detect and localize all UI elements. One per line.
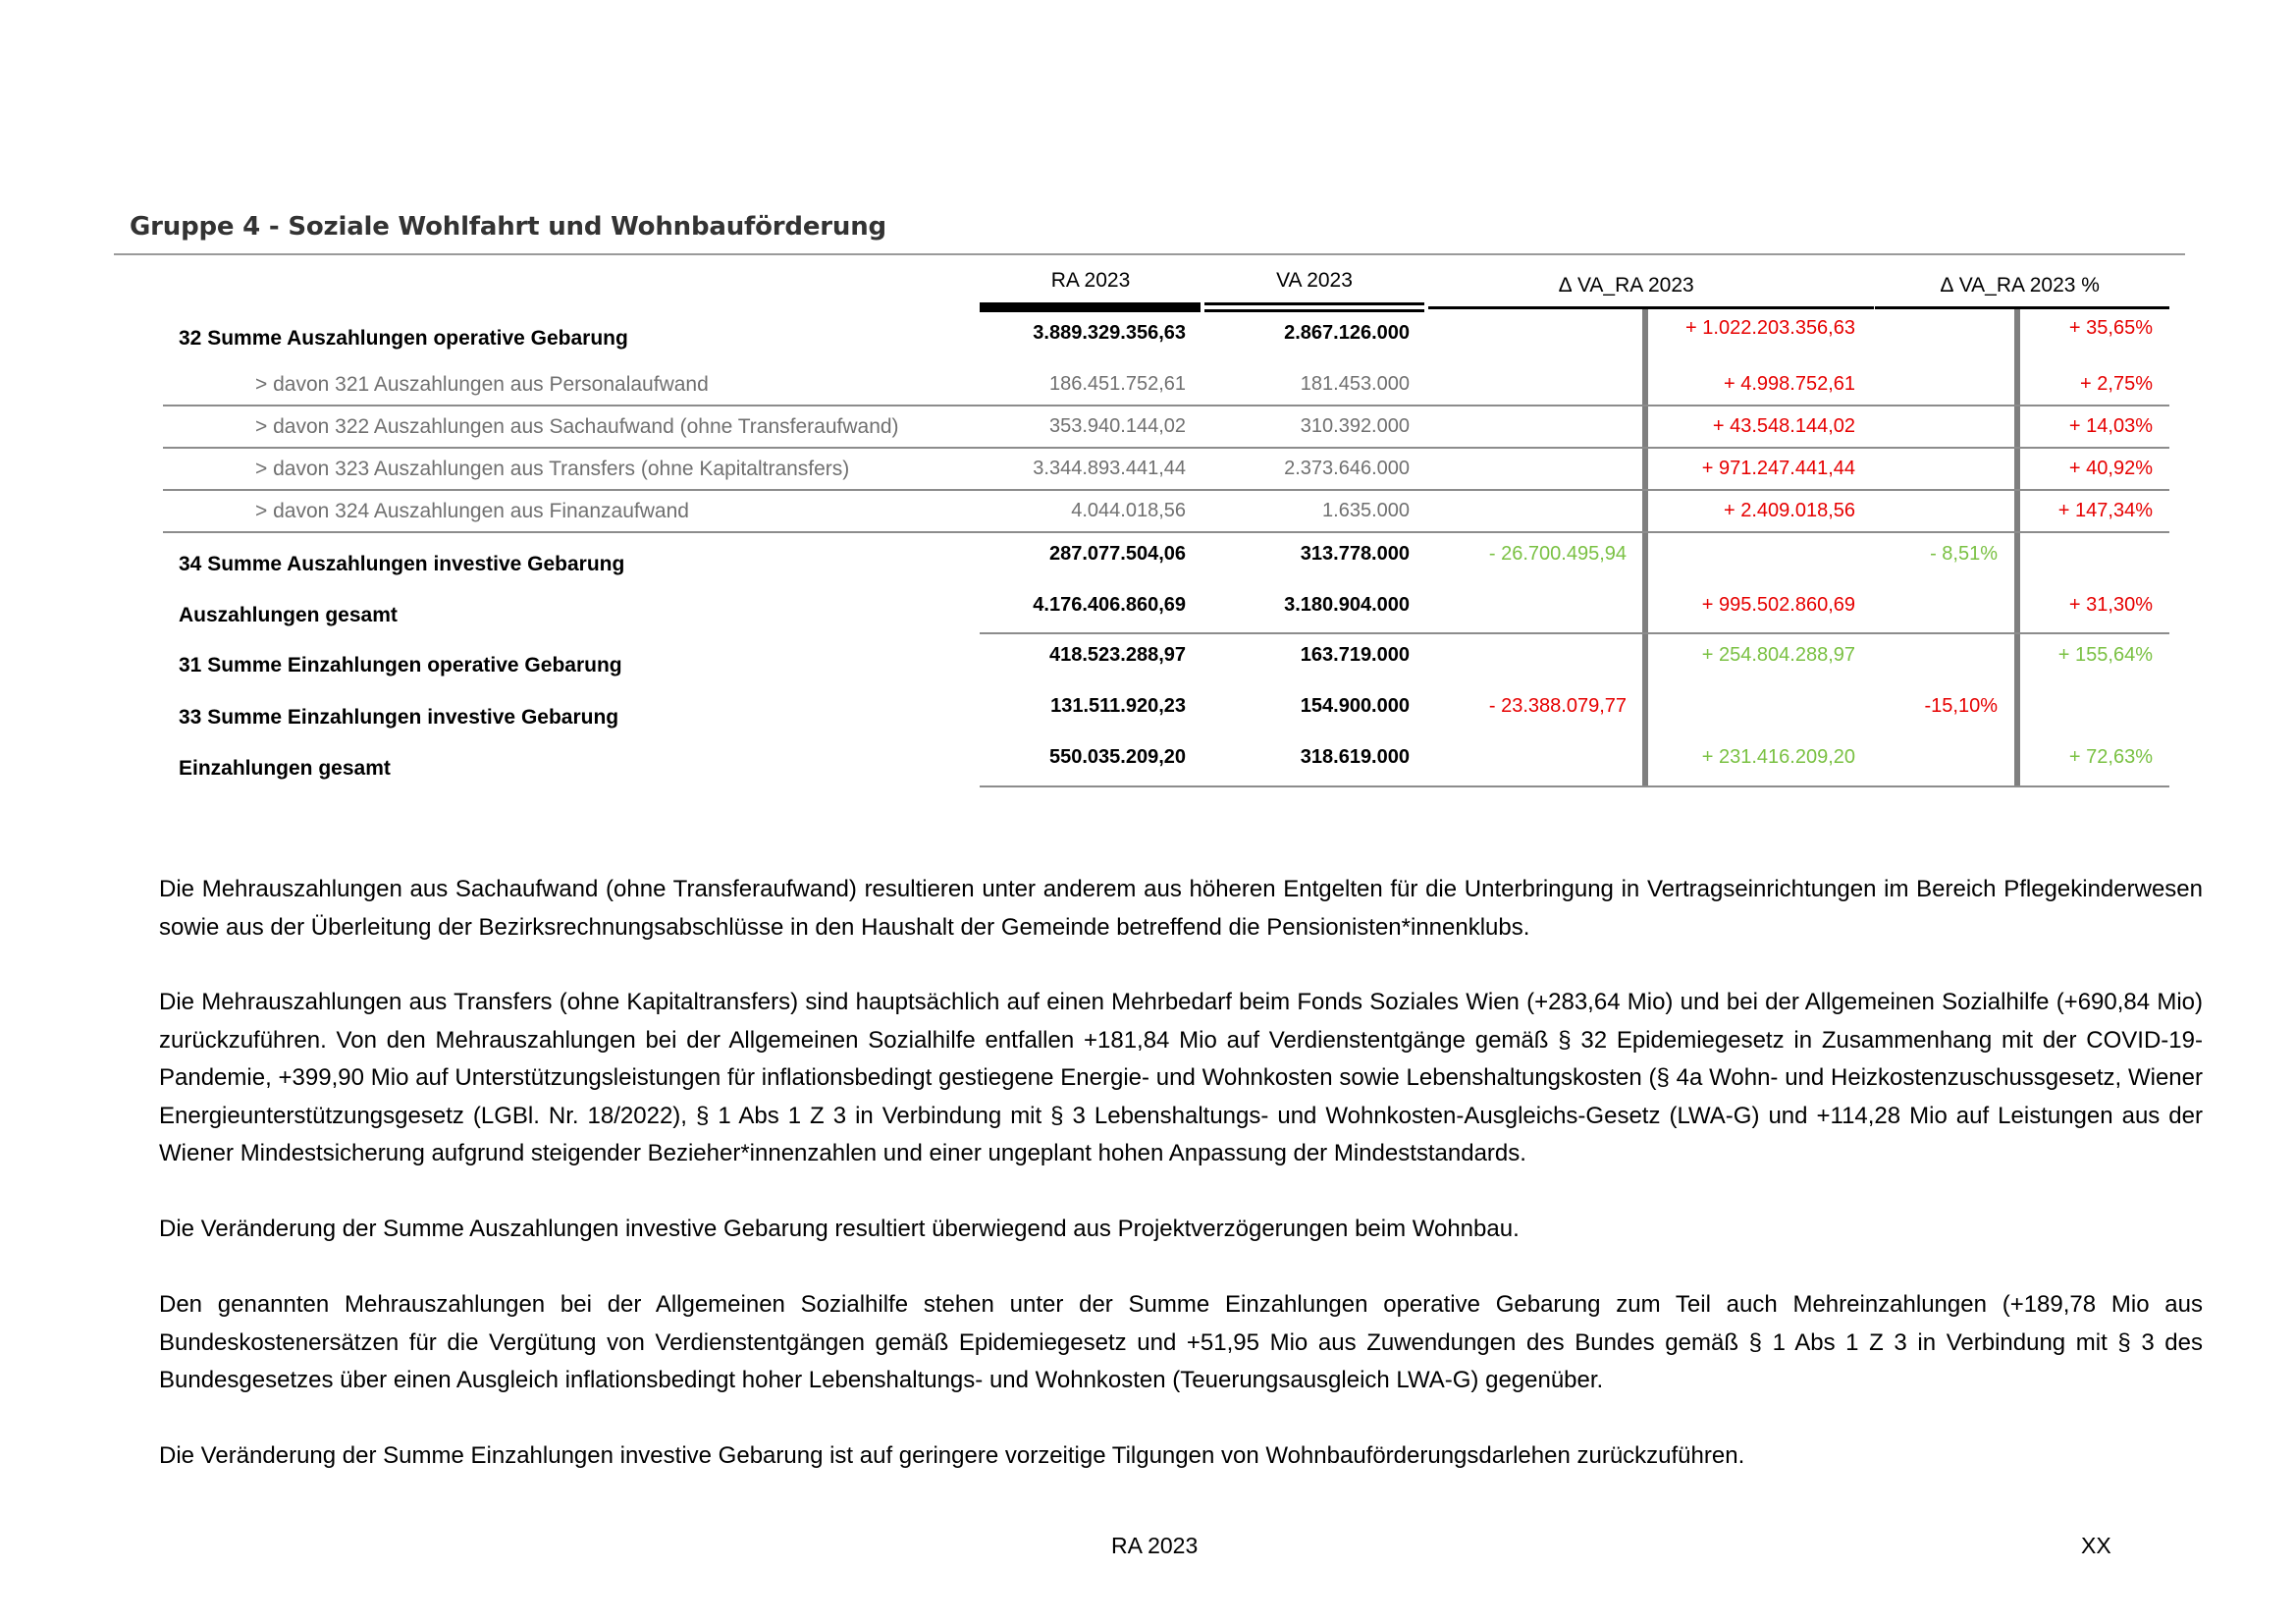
cell-delta-pct-increase: + 2,75%	[2080, 373, 2153, 395]
cell-delta-decrease: - 23.388.079,77	[1488, 695, 1627, 717]
cell-delta-pct-increase: + 147,34%	[2057, 500, 2153, 521]
cell-delta-increase: + 43.548.144,02	[1712, 415, 1855, 437]
cell-delta-pct-decrease: - 8,51%	[1930, 543, 1998, 565]
cell-delta-pct-increase: + 31,30%	[2068, 594, 2153, 616]
paragraph-investive-auszahlungen: Die Veränderung der Summe Auszahlungen investive Gebarung resultiert überwiegend aus Projektverzögerungen beim Wohnbau.	[159, 1216, 1520, 1242]
title-rule	[114, 253, 2185, 255]
cell-va: 313.778.000	[1300, 543, 1410, 565]
cell-ra: 131.511.920,23	[1050, 695, 1186, 717]
cell-va: 318.619.000	[1300, 746, 1410, 768]
row-sep-5	[980, 632, 2169, 634]
row-sep-4	[163, 531, 2169, 533]
row-sep-1	[163, 405, 2169, 406]
row-sep-3	[163, 489, 2169, 491]
footer-center: RA 2023	[1111, 1533, 1199, 1558]
row-label: > davon 321 Auszahlungen aus Personalaufwand	[255, 373, 709, 396]
cell-ra: 3.344.893.441,44	[1033, 458, 1186, 479]
row-label: Einzahlungen gesamt	[179, 757, 391, 780]
paragraph-sachaufwand: Die Mehrauszahlungen aus Sachaufwand (ohne Transferaufwand) resultieren unter anderem aus höheren Entgelten für die Unterbringung in Vertragseinrichtungen im Bereich Pflegekinderwesen sowie aus der Überleitung der Bezirksrechnungsabschlüsse in den Haushalt der Gemeinde betreffend die Pensionisten*innenklubs.	[159, 876, 2203, 941]
col-header-ra: RA 2023	[1050, 269, 1131, 292]
cell-va: 154.900.000	[1300, 695, 1410, 717]
row-label: > davon 323 Auszahlungen aus Transfers (ohne Kapitaltransfers)	[255, 458, 850, 480]
row-label: > davon 322 Auszahlungen aus Sachaufwand (ohne Transferaufwand)	[255, 415, 899, 438]
cell-delta-increase: + 254.804.288,97	[1701, 644, 1855, 666]
va-header-rule-bottom	[1204, 309, 1424, 312]
paragraph-transfers: Die Mehrauszahlungen aus Transfers (ohne Kapitaltransfers) sind hauptsächlich auf einen Mehrbedarf beim Fonds Soziales Wien (+283,64 Mio) und bei der Allgemeinen Sozialhilfe (+690,84 Mio) zurückzuführen. Von den Mehrauszahlungen bei der Allgemeinen Sozialhilfe entfallen +181,84 Mio auf Verdienstentgänge gemäß § 32 Epidemiegesetz in Zusammenhang mit der COVID-19-Pandemie, +399,90 Mio auf Unterstützungsleistungen für inflationsbedingt gestiegene Energie- und Wohnkosten sowie Lebenshaltungskosten (§ 4a Wohn- und Heizkostenzuschussgesetz, Wiener Energieunterstützungsgesetz (LGBl. Nr. 18/2022), § 1 Abs 1 Z 3 in Verbindung mit § 3 Lebenshaltungs- und Wohnkosten-Ausgleichs-Gesetz (LWA-G) und +114,28 Mio auf Leistungen aus der Wiener Mindestsicherung aufgrund steigender Bezieher*innenzahlen und einer ungeplant hohen Anpassung der Mindeststandards.	[159, 989, 2203, 1166]
cell-delta-pct-increase: + 155,64%	[2057, 644, 2153, 666]
row-label: > davon 324 Auszahlungen aus Finanzaufwand	[255, 500, 689, 522]
ra-header-rule	[980, 302, 1201, 312]
cell-va: 181.453.000	[1300, 373, 1410, 395]
cell-delta-pct-increase: + 72,63%	[2068, 746, 2153, 768]
delta-header-rule	[1428, 306, 1874, 309]
row-label: 34 Summe Auszahlungen investive Gebarung	[179, 553, 625, 575]
paragraph-einzahlungen-operativ: Den genannten Mehrauszahlungen bei der Allgemeinen Sozialhilfe stehen unter der Summe Einzahlungen operative Gebarung zum Teil auch Mehreinzahlungen (+189,78 Mio aus Bundeskostenersätzen für die Vergütung von Verdienstentgängen gemäß Epidemiegesetz und +51,95 Mio aus Zuwendungen des Bundes gemäß § 1 Abs 1 Z 3 in Verbindung mit § 3 des Bundesgesetzes über einen Ausgleich inflationsbedingt hoher Lebenshaltungs- und Wohnkosten (Teuerungsausgleich LWA-G) gegenüber.	[159, 1291, 2203, 1393]
va-header-rule-top	[1204, 302, 1424, 305]
row-label: Auszahlungen gesamt	[179, 604, 398, 626]
cell-ra: 3.889.329.356,63	[1033, 322, 1186, 344]
delta-separator-bar	[1642, 309, 1648, 785]
col-header-delta: ∆ VA_RA 2023	[1559, 274, 1694, 297]
delta-pct-separator-bar	[2014, 309, 2020, 785]
cell-ra: 186.451.752,61	[1048, 373, 1186, 395]
cell-ra: 4.176.406.860,69	[1033, 594, 1186, 616]
cell-va: 2.373.646.000	[1284, 458, 1410, 479]
cell-ra: 550.035.209,20	[1048, 746, 1186, 768]
cell-delta-increase: + 231.416.209,20	[1701, 746, 1855, 768]
cell-va: 310.392.000	[1300, 415, 1410, 437]
cell-delta-increase: + 2.409.018,56	[1723, 500, 1855, 521]
row-label: 33 Summe Einzahlungen investive Gebarung	[179, 706, 619, 729]
row-label: 32 Summe Auszahlungen operative Gebarung	[179, 327, 628, 350]
cell-ra: 418.523.288,97	[1048, 644, 1186, 666]
cell-delta-pct-decrease: -15,10%	[1924, 695, 1998, 717]
cell-va: 163.719.000	[1300, 644, 1410, 666]
cell-delta-increase: + 1.022.203.356,63	[1685, 317, 1855, 339]
delta-pct-header-rule	[1875, 306, 2169, 309]
cell-delta-decrease: - 26.700.495,94	[1488, 543, 1627, 565]
paragraph-investive-einzahlungen: Die Veränderung der Summe Einzahlungen investive Gebarung ist auf geringere vorzeitige Tilgungen von Wohnbauförderungsdarlehen zurückzuführen.	[159, 1442, 1745, 1469]
cell-delta-increase: + 971.247.441,44	[1701, 458, 1855, 479]
cell-ra: 4.044.018,56	[1071, 500, 1186, 521]
cell-delta-increase: + 995.502.860,69	[1701, 594, 1855, 616]
table-bottom-rule	[980, 785, 2169, 787]
cell-va: 1.635.000	[1322, 500, 1410, 521]
section-title: Gruppe 4 - Soziale Wohlfahrt und Wohnbauförderung	[130, 212, 886, 242]
cell-ra: 353.940.144,02	[1048, 415, 1186, 437]
cell-va: 3.180.904.000	[1284, 594, 1410, 616]
row-label: 31 Summe Einzahlungen operative Gebarung	[179, 654, 622, 677]
cell-delta-increase: + 4.998.752,61	[1723, 373, 1855, 395]
row-sep-2	[163, 447, 2169, 449]
col-header-delta-pct: ∆ VA_RA 2023 %	[1941, 274, 2100, 297]
cell-va: 2.867.126.000	[1284, 322, 1410, 344]
col-header-va: VA 2023	[1276, 269, 1353, 292]
cell-delta-pct-increase: + 40,92%	[2068, 458, 2153, 479]
page-number: XX	[2081, 1533, 2111, 1558]
cell-delta-pct-increase: + 14,03%	[2068, 415, 2153, 437]
cell-ra: 287.077.504,06	[1048, 543, 1186, 565]
cell-delta-pct-increase: + 35,65%	[2068, 317, 2153, 339]
